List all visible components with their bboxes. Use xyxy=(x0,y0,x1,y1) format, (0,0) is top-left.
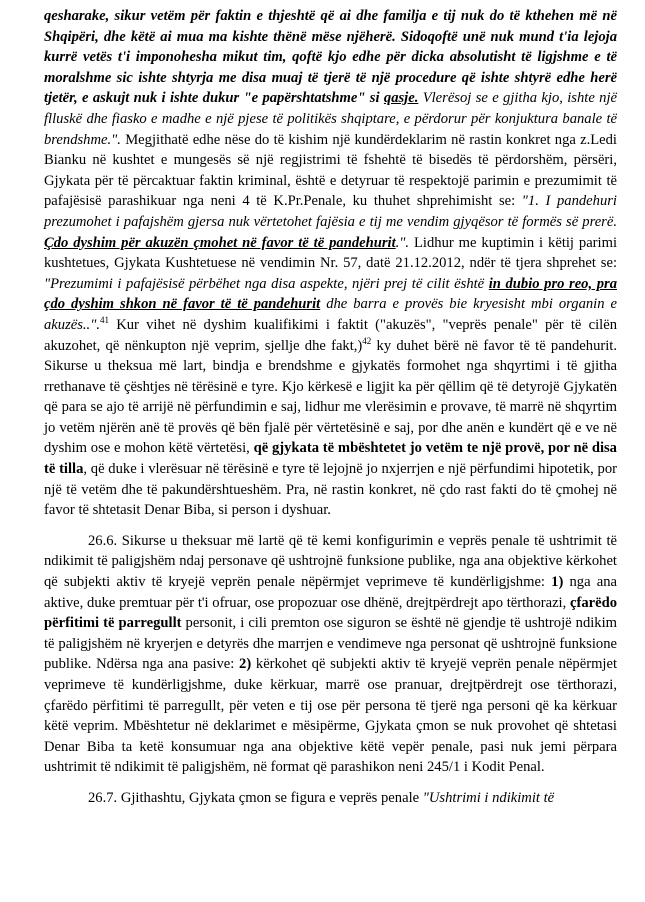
body-text: Megjithatë edhe nëse do të kishim një kundërdeklarim në rastin konkret nga z.Ledi Bianku në kushtet e mungesës së një regjistrimi të fshehtë të bisedës të përdorshëm, përsëri, Gjykata për të përcaktuar faktin kriminal, është e detyruar të respektojë parimin e prezumimit të pafajësisë parashikuar nga neni 4 të K.Pr.Penale, ku thuhet shprehimisht se: xyxy=(44,131,617,210)
constitutional-court-quote-end: dhe barra e provës bie kryesisht mbi organin e akuzës..". xyxy=(44,296,617,333)
body-text: personit, i cili premton ose siguron se është në gjendje të ushtrojë ndikim të paligjshëm në kryerjen e detyrës dhe marrjen e vendimeve nga personat që ushtrojnë funksione publike. Ndërsa nga ana pasive: xyxy=(44,615,617,673)
point-1-marker: 1) xyxy=(551,574,564,591)
paragraph-26-6 xyxy=(44,531,617,778)
article-4-quote: "1. I pandehuri prezumohet i pafajshëm gjersa nuk vërtetohet fajësia e tij me vendim gjyqësor të formës së prerë. xyxy=(44,193,617,230)
bold-emphasis: që gjykata të mbështetet jo vetëm te një provë, por në disa të tilla xyxy=(44,440,617,478)
body-text: , që duke i vlerësuar në tërësinë e tyre të lejojnë jo nxjerrjen e një përfundimi hipotetik, por një të vetëm dhe të pakundërshtueshëm. Pra, në rastin konkret, në çdo rast fakti do të çmohej në favor të shtetasit Denar Biba, si person i dyshuar. xyxy=(44,461,617,519)
body-text: Lidhur me kuptimin i këtij parimi kushtetues, Gjykata Kushtetuese në vendimin Nr. 57, datë 21.12.2012, ndër të tjera shprehet se: xyxy=(44,234,618,272)
quoted-statement-underlined: qasje. xyxy=(383,90,419,107)
article-4-quote-emphasis: Çdo dyshim për akuzën çmohet në favor të të pandehurit xyxy=(44,234,396,251)
footnote-ref-41[interactable]: 41 xyxy=(99,315,109,326)
body-text: Kur vihet në dyshim kualifikimi i faktit ("akuzës", "veprës penale" për të cilën akuzohet, që nënkupton një veprim, sjellje dhe fakt,) xyxy=(44,316,617,354)
bold-emphasis: çfarëdo përfitimi të parregullt xyxy=(44,594,617,632)
footnote-ref-42[interactable]: 42 xyxy=(362,335,372,346)
offence-name-quote: "Ushtrimi i ndikimit të xyxy=(422,789,555,806)
body-text: kërkohet që subjekti aktiv të kryejë veprën penale nëpërmjet veprimeve të kundërligjshme, duke kërkuar, marrë ose pranuar, drejtpërdrejt ose tërthorazi, çfarëdo përfitimi të parregullt, për veten e tij ose për persona të tjerë nga personi që ka kërkuar këtë veprim. Mbështetur në deklarimet e mësipërme, Gjykata çmon se nuk provohet që shtetasi Denar Biba ta ketë konsumuar nga ana objektive këtë vepër penale, pasi nuk jemi përpara ushtrimit të ndikimit të paligjshëm, në format që parashikon neni 245/1 i Kodit Penal. xyxy=(44,656,618,776)
body-text: ky duhet bërë në favor të të pandehurit. Sikurse u theksua më lart, bindja e brendshme e gjykatës formohet nga shqyrtimi i të gjitha rrethanave të çështjes në tërësinë e tyre. Kjo kërkesë e ligjit ka për qëllim që të detyrojë Gjykatën që para se ajo të arrijë në përfundimin e saj, lidhur me vlerësimin e provave, të marrë në shqyrtim jo vetëm njërën anë të provës që bën fjalë për vërtetësinë e saj, por dhe anën e kundërt që e ve në dyshim ose e mohon këtë vërtetësi, xyxy=(44,337,617,457)
body-text: 26.6. Sikurse u theksuar më lartë që të kemi konfigurimin e veprës penale të ushtrimit të ndikimit të paligjshëm ndaj personave që ushtrojnë funksione publike, nga ana objektive kërkohet që subjekti aktiv të kryejë veprën penale nëpërmjet veprimeve të kundërligjshme: xyxy=(44,532,617,591)
body-text: 26.7. Gjithashtu, Gjykata çmon se figura e veprës penale xyxy=(88,789,423,806)
in-dubio-pro-reo-emphasis: in dubio pro reo, pra çdo dyshim shkon në favor të të pandehurit xyxy=(44,275,617,313)
constitutional-court-quote: "Prezumimi i pafajësisë përbëhet nga disa aspekte, njëri prej të cilit është xyxy=(44,275,489,292)
article-4-quote-end: .". xyxy=(395,234,410,251)
paragraph-26-7 xyxy=(44,788,617,809)
point-2-marker: 2) xyxy=(239,656,252,673)
quoted-statement-italic: Vlerësoj se e gjitha kjo, ishte një flluskë dhe fiasko e madhe e një pjese të politikës shqiptare, e përdorur për konjuktura banale të brendshme.". xyxy=(44,90,617,148)
paragraph-continued xyxy=(44,6,617,521)
body-text: nga ana aktive, duke premtuar për t'i ofruar, ose propozuar ose dhënë, drejtpërdrejt apo tërthorazi, xyxy=(44,574,617,611)
quoted-statement-bold: qesharake, sikur vetëm për faktin e thjeshtë që ai dhe familja e tij nuk do të kthehen më në Shqipëri, dhe këtë ai mua ma kishte thënë mëse njëherë. Sidoqoftë unë nuk mund t'ia lejoja kurrë vetës t'i imponohesha mikut tim, qoftë kjo edhe për dicka absolutisht të ligjshme e të moralshme sic ishte shtyrja me disa muaj të tjerë të një procedure që ishte shtyrë edhe herë tjetër, e askujt nuk i ishte dukur "e papërshtatshme" si xyxy=(44,8,617,107)
